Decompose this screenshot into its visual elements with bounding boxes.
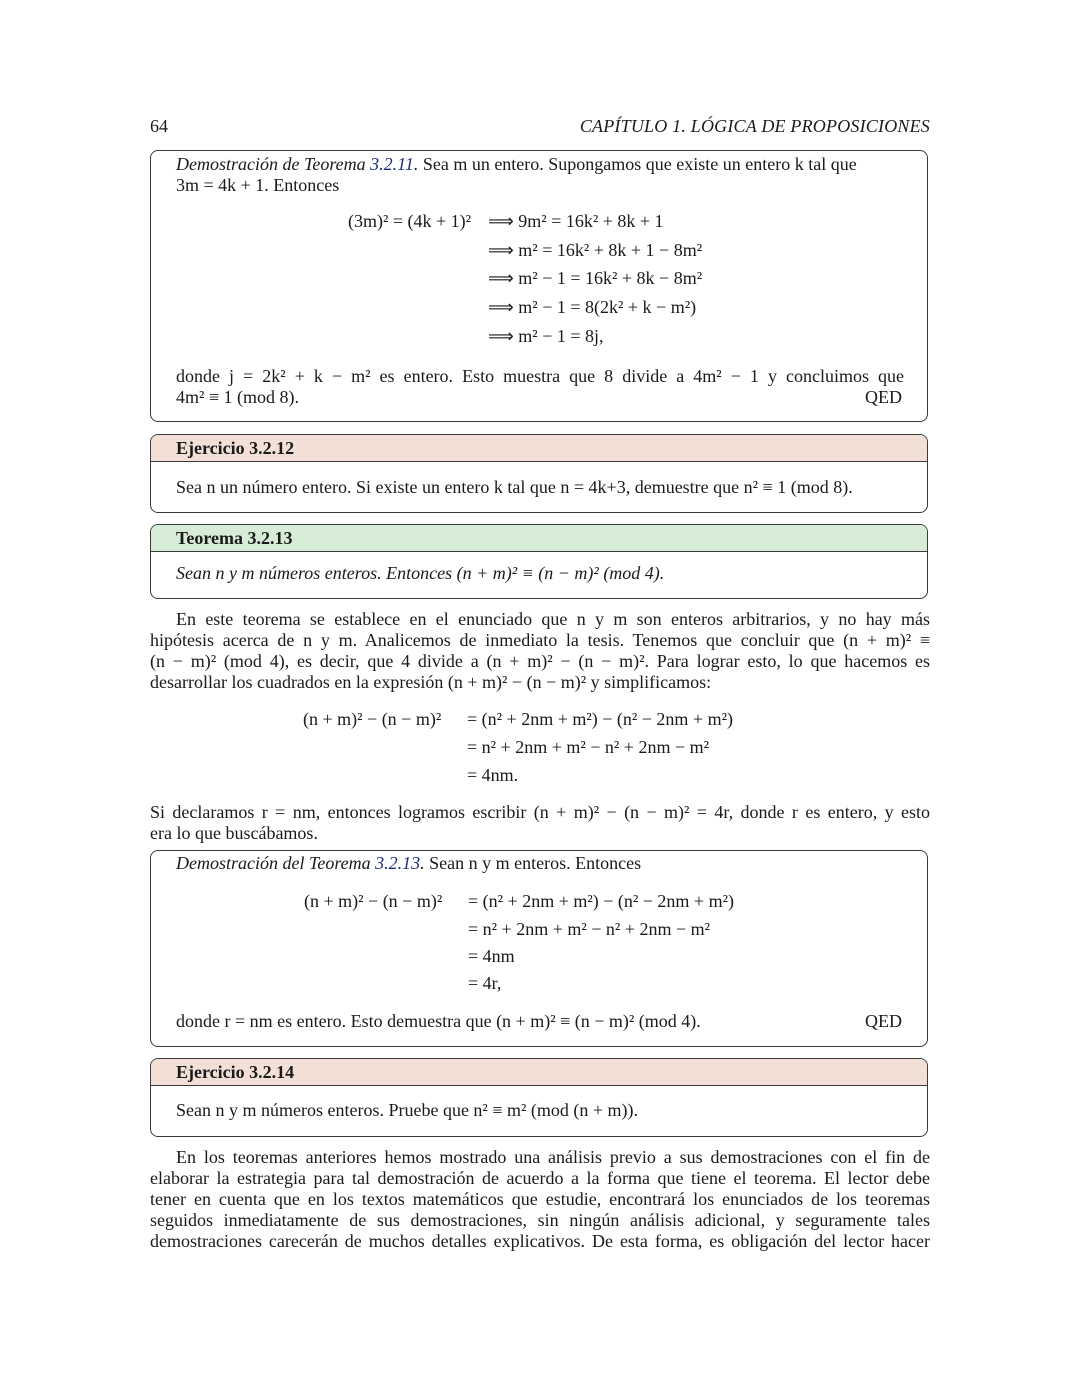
equation-lhs: (3m)² = (4k + 1)² bbox=[348, 211, 472, 231]
proof-intro-line2: 3m = 4k + 1. Entonces bbox=[176, 175, 340, 195]
proof-conclusion: donde r = nm es entero. Esto demuestra que (n + m)² ≡ (n − m)² (mod 4). bbox=[176, 1011, 701, 1031]
proof-label: Demostración de Teorema bbox=[176, 154, 366, 174]
qed-mark: QED bbox=[865, 1011, 902, 1031]
proof-box-3-2-13 bbox=[150, 850, 928, 1047]
theorem-title: Teorema 3.2.13 bbox=[151, 525, 927, 552]
exercise-box-3-2-14 bbox=[150, 1058, 928, 1137]
theorem-statement: Sean n y m números enteros. Entonces (n + m)² ≡ (n − m)² (mod 4). bbox=[176, 563, 665, 583]
proof-intro-text: Sean n y m enteros. Entonces bbox=[429, 853, 642, 873]
display-equation-line: = 4nm. bbox=[467, 765, 519, 785]
proof-intro-line1: Sea m un entero. Supongamos que existe un entero k tal que bbox=[422, 154, 857, 174]
exercise-box-3-2-12 bbox=[150, 434, 928, 513]
exercise-body: Sea n un número entero. Si existe un entero k tal que n = 4k+3, demuestre que n² ≡ 1 (mod 8). bbox=[176, 477, 853, 497]
paragraph-conclusion bbox=[150, 802, 930, 844]
proof-conclusion-line1: donde j = 2k² + k − m² es entero. Esto muestra que 8 divide a 4m² − 1 y concluimos que bbox=[176, 366, 904, 386]
paragraph-line: demostraciones carecerán de muchos detalles explicativos. De esta forma, es obligación del lector hacer bbox=[150, 1231, 930, 1251]
equation-line: = (n² + 2nm + m²) − (n² − 2nm + m²) bbox=[468, 891, 734, 911]
display-equation-lhs: (n + m)² − (n − m)² bbox=[303, 709, 442, 729]
proof-intro: Demostración del Teorema 3.2.13. Sean n y m enteros. Entonces bbox=[176, 853, 642, 873]
paragraph-analysis bbox=[150, 609, 930, 693]
paragraph-line: (n − m)² (mod 4), es decir, que 4 divide a (n + m)² − (n − m)². Para lograr esto, lo que hacemos es bbox=[150, 651, 930, 671]
paragraph-line: seguidos inmediatamente de sus demostraciones, sin ningún análisis adicional, y seguramente tales bbox=[150, 1210, 930, 1230]
equation-line: ⟹ m² − 1 = 16k² + 8k − 8m² bbox=[488, 268, 703, 288]
proof-box-3-2-11 bbox=[150, 150, 928, 422]
paragraph-line: desarrollar los cuadrados en la expresión (n + m)² − (n − m)² y simplificamos: bbox=[150, 672, 712, 692]
exercise-title: Ejercicio 3.2.12 bbox=[151, 435, 927, 462]
proof-label: Demostración del Teorema bbox=[176, 853, 371, 873]
equation-line: ⟹ m² − 1 = 8(2k² + k − m²) bbox=[488, 297, 697, 317]
proof-conclusion-line2: 4m² ≡ 1 (mod 8). bbox=[176, 387, 300, 407]
exercise-title: Ejercicio 3.2.14 bbox=[151, 1059, 927, 1086]
paragraph-line: Si declaramos r = nm, entonces logramos escribir (n + m)² − (n − m)² = 4r, donde r es entero, y esto bbox=[150, 802, 930, 822]
chapter-title: CAPÍTULO 1. LÓGICA DE PROPOSICIONES bbox=[579, 116, 930, 136]
theorem-ref-link[interactable]: 3.2.11 bbox=[370, 154, 414, 174]
theorem-box-3-2-13 bbox=[150, 524, 928, 599]
equation-lhs: (n + m)² − (n − m)² bbox=[304, 891, 443, 911]
display-equation-line: = n² + 2nm + m² − n² + 2nm − m² bbox=[467, 737, 709, 757]
equation-line: ⟹ m² − 1 = 8j, bbox=[488, 326, 604, 346]
equation-line: = n² + 2nm + m² − n² + 2nm − m² bbox=[468, 919, 710, 939]
running-header bbox=[150, 116, 930, 138]
paragraph-closing bbox=[150, 1147, 930, 1252]
exercise-body: Sean n y m números enteros. Pruebe que n² ≡ m² (mod (n + m)). bbox=[176, 1100, 639, 1120]
theorem-ref-link[interactable]: 3.2.13 bbox=[375, 853, 421, 873]
proof-intro: Demostración de Teorema 3.2.11. Sea m un entero. Supongamos que existe un entero k tal que bbox=[176, 154, 857, 174]
equation-line: = 4nm bbox=[468, 946, 515, 966]
qed-mark: QED bbox=[865, 387, 902, 407]
paragraph-line: En los teoremas anteriores hemos mostrado una análisis previo a sus demostraciones con el fin de bbox=[176, 1147, 930, 1167]
equation-line: ⟹ 9m² = 16k² + 8k + 1 bbox=[488, 211, 664, 231]
page-number: 64 bbox=[150, 116, 168, 136]
paragraph-line: En este teorema se establece en el enunciado que n y m son enteros arbitrarios, y no hay más bbox=[176, 609, 930, 629]
equation-line: = 4r, bbox=[468, 973, 502, 993]
display-equation-line: = (n² + 2nm + m²) − (n² − 2nm + m²) bbox=[467, 709, 733, 729]
paragraph-line: hipótesis acerca de n y m. Analicemos de inmediato la tesis. Tenemos que concluir que (n + m)² ≡ bbox=[150, 630, 930, 650]
paragraph-line: elaborar la estrategia para tal demostración de acuerdo a la forma que tiene el teorema. El lector debe bbox=[150, 1168, 930, 1188]
paragraph-line: era lo que buscábamos. bbox=[150, 823, 318, 843]
paragraph-line: tener en cuenta que en los textos matemáticos que estudie, encontrará los enunciados de los teoremas bbox=[150, 1189, 930, 1209]
equation-line: ⟹ m² = 16k² + 8k + 1 − 8m² bbox=[488, 240, 703, 260]
